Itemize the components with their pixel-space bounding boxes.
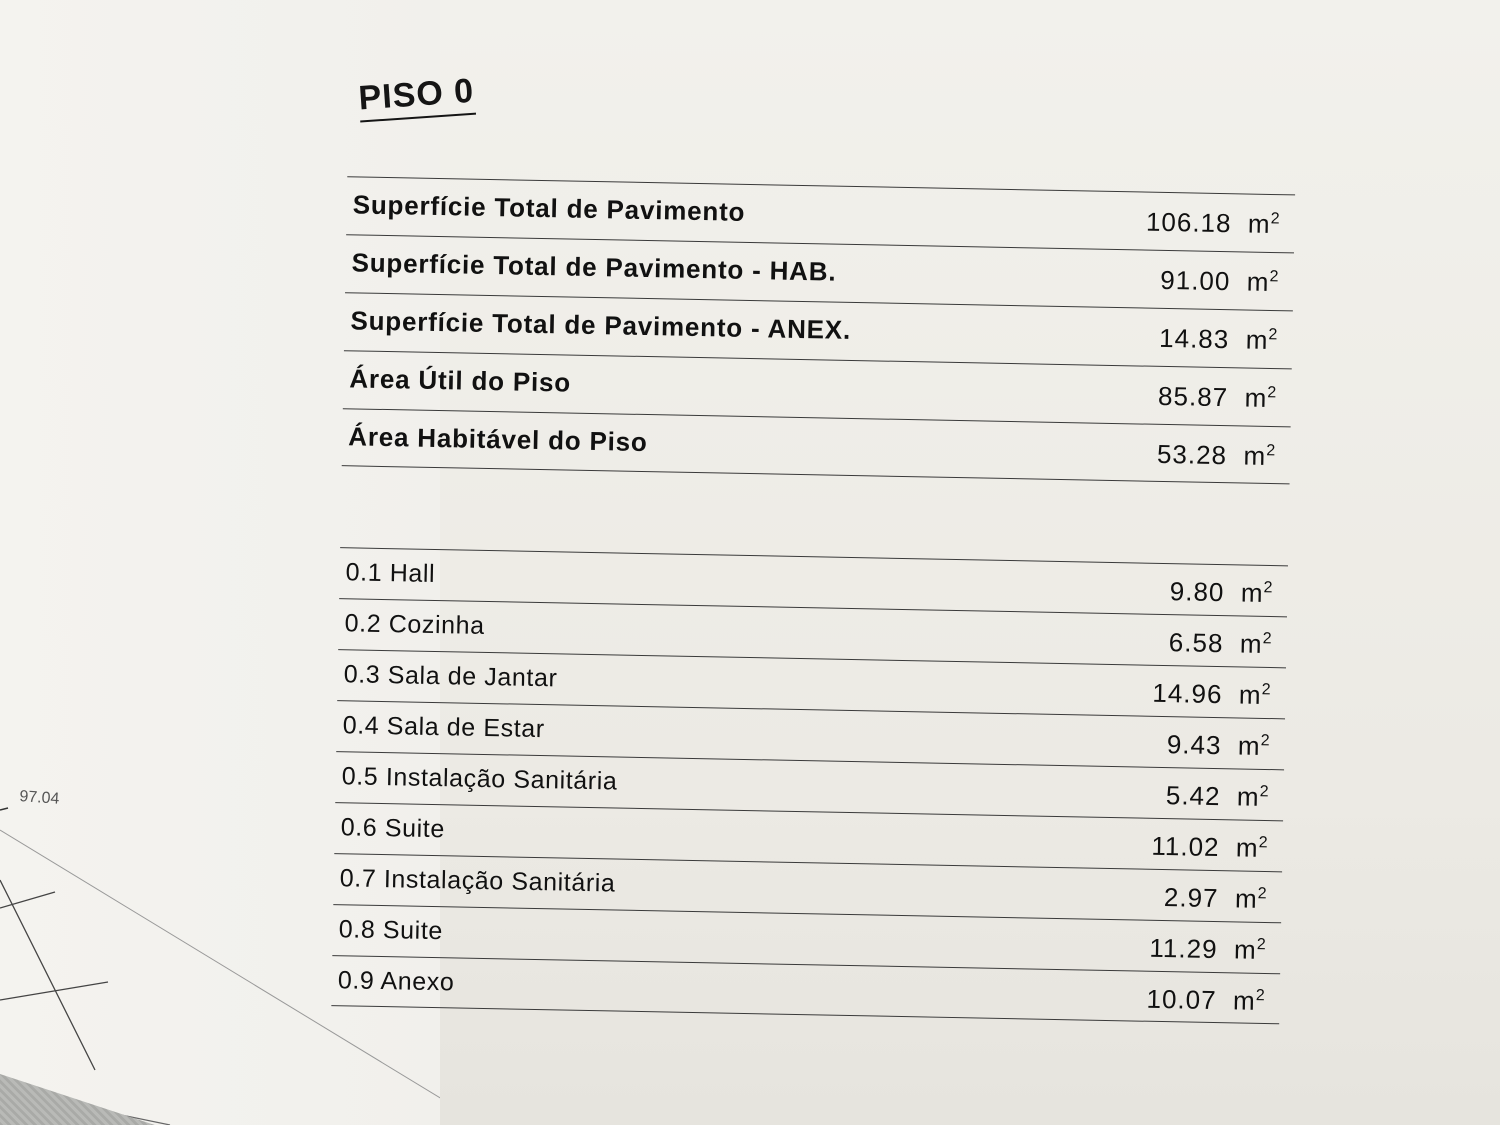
row-label: 0.2 Cozinha — [344, 609, 485, 640]
row-value: 14.96 $m^2$ — [1152, 677, 1272, 710]
plan-label: 97.04 — [18, 788, 60, 808]
row-value: 5.42 $m^2$ — [1165, 780, 1270, 812]
row-label: Área Útil do Piso — [349, 363, 572, 398]
row-label: 0.6 Suite — [340, 813, 446, 844]
row-label: 0.3 Sala de Jantar — [343, 660, 558, 693]
row-value: 9.80 $m^2$ — [1169, 576, 1274, 608]
row-label: 0.8 Suite — [338, 915, 444, 946]
row-label: 0.4 Sala de Estar — [342, 711, 545, 744]
row-value: 11.29 $m^2$ — [1149, 932, 1267, 965]
page-title: PISO 0 — [357, 72, 475, 123]
row-value: 9.43 $m^2$ — [1166, 729, 1271, 761]
row-value: 85.87 $m^2$ — [1157, 380, 1278, 413]
row-label: 0.7 Instalação Sanitária — [339, 864, 616, 898]
rooms-table — [331, 547, 1288, 1024]
row-value: 53.28 $m^2$ — [1156, 438, 1277, 471]
row-value: 6.58 $m^2$ — [1168, 627, 1273, 659]
summary-table — [342, 176, 1295, 484]
row-value: 91.00 $m^2$ — [1160, 264, 1280, 297]
row-label: 0.5 Instalação Sanitária — [341, 762, 618, 796]
row-value: 2.97 $m^2$ — [1163, 882, 1268, 914]
row-label: 0.9 Anexo — [337, 966, 455, 997]
row-label: Superfície Total de Pavimento - HAB. — [351, 247, 837, 287]
row-label: Superfície Total de Pavimento - ANEX. — [350, 305, 852, 345]
row-label: Área Habitável do Piso — [348, 421, 648, 458]
row-value: 106.18 $m^2$ — [1145, 206, 1281, 239]
row-label: Superfície Total de Pavimento — [352, 189, 746, 227]
row-value: 10.07 $m^2$ — [1146, 983, 1266, 1016]
row-value: 14.83 $m^2$ — [1158, 322, 1279, 355]
row-label: 0.1 Hall — [345, 558, 436, 588]
row-value: 11.02 $m^2$ — [1151, 830, 1269, 863]
